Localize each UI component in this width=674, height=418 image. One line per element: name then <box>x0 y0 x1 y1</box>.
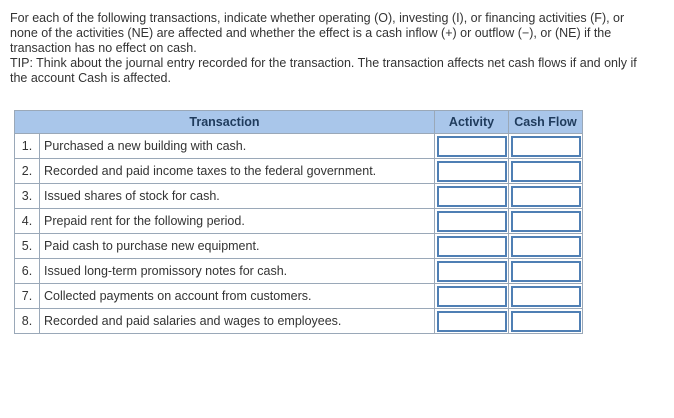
transaction-description: Issued long-term promissory notes for cash. <box>40 259 435 284</box>
table-row <box>15 259 583 284</box>
table-row <box>15 209 583 234</box>
transaction-description: Issued shares of stock for cash. <box>40 184 435 209</box>
cash-flow-input[interactable] <box>511 186 581 207</box>
activity-input[interactable] <box>437 211 507 232</box>
activity-input[interactable] <box>437 186 507 207</box>
table-row <box>15 184 583 209</box>
table-header-row <box>15 111 583 134</box>
activity-input[interactable] <box>437 261 507 282</box>
table-row <box>15 159 583 184</box>
instructions-text: For each of the following transactions, indicate whether operating (O), investing (I), or financing activities (F), or none of the activities (NE) are affected and whether the effect is a cash inflow (+) or outflow (−), or (NE) if the transaction has no effect on cash. <box>10 11 625 55</box>
row-number: 5. <box>15 234 40 259</box>
cash-flow-input[interactable] <box>511 311 581 332</box>
tip-text: TIP: Think about the journal entry recorded for the transaction. The transaction affects net cash flows if and only if the account Cash is affected. <box>10 56 637 85</box>
transaction-description: Prepaid rent for the following period. <box>40 209 435 234</box>
table-row <box>15 234 583 259</box>
row-number: 1. <box>15 134 40 159</box>
transaction-description: Purchased a new building with cash. <box>40 134 435 159</box>
row-number: 7. <box>15 284 40 309</box>
header-activity: Activity <box>435 111 509 134</box>
transactions-table <box>14 110 583 334</box>
table-row <box>15 134 583 159</box>
transaction-description: Collected payments on account from customers. <box>40 284 435 309</box>
row-number: 3. <box>15 184 40 209</box>
cash-flow-input[interactable] <box>511 161 581 182</box>
table-row <box>15 309 583 334</box>
transaction-description: Recorded and paid salaries and wages to employees. <box>40 309 435 334</box>
cash-flow-input[interactable] <box>511 261 581 282</box>
activity-input[interactable] <box>437 311 507 332</box>
row-number: 2. <box>15 159 40 184</box>
cash-flow-input[interactable] <box>511 236 581 257</box>
cash-flow-input[interactable] <box>511 211 581 232</box>
table-row <box>15 284 583 309</box>
row-number: 6. <box>15 259 40 284</box>
transaction-description: Recorded and paid income taxes to the federal government. <box>40 159 435 184</box>
activity-input[interactable] <box>437 286 507 307</box>
transaction-description: Paid cash to purchase new equipment. <box>40 234 435 259</box>
row-number: 4. <box>15 209 40 234</box>
instructions <box>10 11 650 86</box>
activity-input[interactable] <box>437 236 507 257</box>
header-cash-flow: Cash Flow <box>509 111 583 134</box>
activity-input[interactable] <box>437 136 507 157</box>
activity-input[interactable] <box>437 161 507 182</box>
row-number: 8. <box>15 309 40 334</box>
cash-flow-input[interactable] <box>511 136 581 157</box>
header-transaction: Transaction <box>15 111 435 134</box>
cash-flow-input[interactable] <box>511 286 581 307</box>
